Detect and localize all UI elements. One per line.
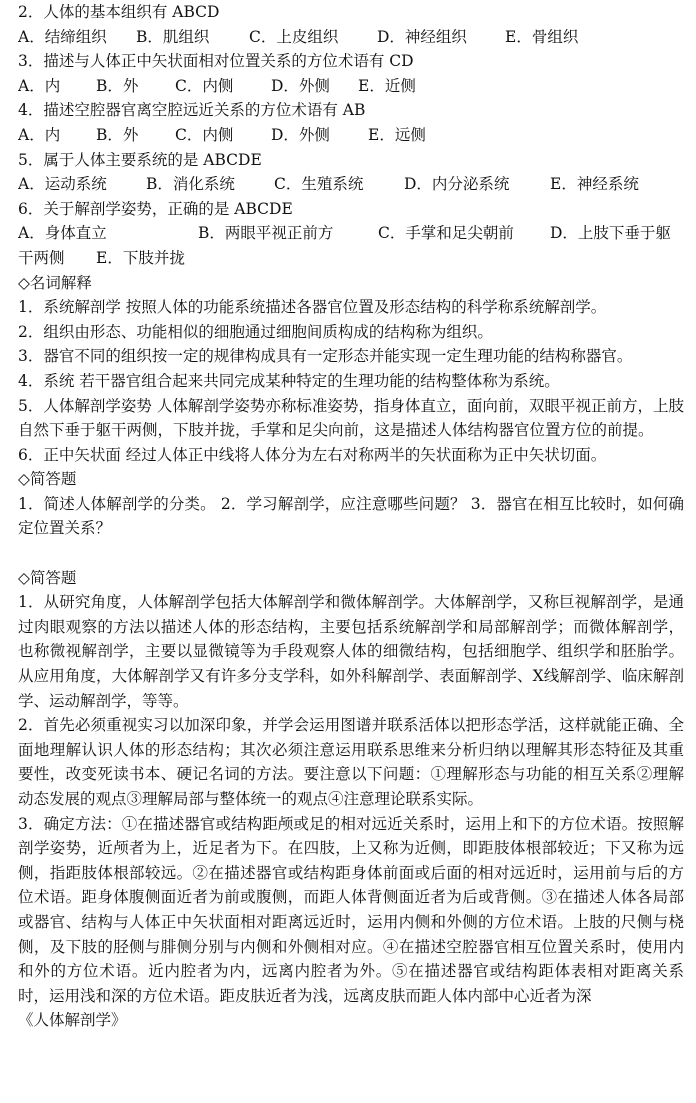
document-page — [18, 0, 684, 1033]
option-d: D．上肢下垂于躯 — [550, 224, 671, 243]
answer-item: 3．确定方法：①在描述器官或结构距颅或足的相对远近关系时，运用上和下的方位术语。按照解剖学姿势，近颅者为上，近足者为下。在四肢，上又称为近侧，即距肢体根部较近；下又称为远侧，指距肢体根部较远。②在描述器官或结构距身体前面或后面的相对远近时，运用前与后的方位术语。距身体腹侧面近者为前或腹侧，而距人体背侧面近者为后或背侧。③在描述人体各局部或器官、结构与人体正中矢状面相对距离远近时，运用内侧和外侧的方位术语。上肢的尺侧与桡侧，及下肢的胫侧与腓侧分别与内侧和外侧相对应。④在描述空腔器官相互位置关系时，使用内和外的方位术语。近内腔者为内，远离内腔者为外。⑤在描述器官或结构距体表相对距离关系时，运用浅和深的方位术语。距皮肤近者为浅，远离皮肤而距人体内部中心近者为深 — [18, 814, 684, 1005]
option-d: D．内分泌系统 — [404, 175, 510, 194]
answer-item: 2．首先必须重视实习以加深印象，并学会运用图谱并联系活体以把形态学活，这样就能正确、全面地理解认识人体的形态结构；其次必须注意运用联系思维来分析归纳以理解其形态特征及其重要性，改变死读书本、硬记名词的方法。要注意以下问题：①理解形态与功能的相互关系②理解动态发展的观点③理解局部与整体统一的观点④注意理论联系实际。 — [18, 716, 684, 808]
term-item: 6．正中矢状面 经过人体正中线将人体分为左右对称两半的矢状面称为正中矢状切面。 — [18, 445, 607, 464]
term-item: 5．人体解剖学姿势 人体解剖学姿势亦称标准姿势，指身体直立，面向前，双眼平视正前方，上肢自然下垂于躯干两侧，下肢并拢，手掌和足尖向前，这是描述人体结构器官位置方位的前提。 — [18, 396, 684, 440]
term-item: 3．器官不同的组织按一定的规律构成具有一定形态并能实现一定生理功能的结构称器官。 — [18, 347, 633, 366]
option-c: C．手掌和足尖朝前 — [378, 224, 514, 243]
question-5-stem: 5．属于人体主要系统的是 ABCDE — [18, 150, 262, 169]
answer-item: 1．从研究角度，人体解剖学包括大体解剖学和微体解剖学。大体解剖学，又称巨视解剖学，是通过肉眼观察的方法以描述人体的形态结构，主要包括系统解剖学和局部解剖学；而微体解剖学，也称微视解剖学，主要以显微镜等为手段观察人体的细微结构，包括细胞学、组织学和胚胎学。从应用角度，大体解剖学又有许多分支学科，如外科解剖学、表面解剖学、X线解剖学、临床解剖学、运动解剖学，等等。 — [18, 593, 684, 710]
option-d: D．神经组织 — [377, 27, 467, 46]
option-b: B．肌组织 — [136, 27, 210, 46]
option-d-continued: 干两侧 — [18, 248, 65, 267]
option-c: C．上皮组织 — [249, 27, 339, 46]
question-6-options-continued — [18, 246, 684, 271]
question-6-stem: 6．关于解剖学姿势，正确的是 ABCDE — [18, 199, 293, 218]
term-item: 2．组织由形态、功能相似的细胞通过细胞间质构成的结构称为组织。 — [18, 322, 493, 341]
option-e: E．下肢并拢 — [96, 248, 185, 267]
option-c: C．内侧 — [175, 125, 234, 144]
question-2-options — [18, 25, 684, 50]
option-a: A．运动系统 — [18, 175, 107, 194]
option-d: D．外侧 — [271, 125, 330, 144]
term-item: 1．系统解剖学 按照人体的功能系统描述各器官位置及形态结构的科学称系统解剖学。 — [18, 298, 607, 317]
option-a: A．内 — [18, 76, 61, 95]
option-e: E．骨组织 — [505, 27, 579, 46]
option-a: A．结缔组织 — [18, 27, 107, 46]
option-a: A．身体直立 — [18, 224, 107, 243]
spacer — [18, 541, 684, 566]
short-questions-heading: ◇简答题 — [18, 470, 77, 489]
option-a: A．内 — [18, 125, 61, 144]
question-4-stem: 4．描述空腔器官离空腔远近关系的方位术语有 AB — [18, 101, 366, 120]
question-2-stem: 2．人体的基本组织有 ABCD — [18, 3, 220, 21]
question-3-options — [18, 74, 684, 99]
question-3-stem: 3．描述与人体正中矢状面相对位置关系的方位术语有 CD — [18, 52, 414, 71]
option-e: E．近侧 — [358, 76, 416, 95]
terms-heading: ◇名词解释 — [18, 273, 92, 292]
question-5-options — [18, 172, 684, 197]
question-6-options — [18, 221, 684, 246]
short-questions-text: 1．简述人体解剖学的分类。 2．学习解剖学，应注意哪些问题？ 3．器官在相互比较时，如何确定位置关系？ — [18, 494, 684, 538]
question-4-options — [18, 123, 684, 148]
short-answers-heading: ◇简答题 — [18, 568, 77, 587]
option-d: D．外侧 — [271, 76, 330, 95]
option-b: B．外 — [96, 125, 139, 144]
term-item: 4．系统 若干器官组合起来共同完成某种特定的生理功能的结构整体称为系统。 — [18, 371, 560, 390]
option-b: B．外 — [96, 76, 139, 95]
book-title: 《人体解剖学》 — [18, 1011, 127, 1030]
option-e: E．远侧 — [368, 125, 426, 144]
option-c: C．生殖系统 — [274, 175, 364, 194]
option-b: B．消化系统 — [146, 175, 235, 194]
option-c: C．内侧 — [175, 76, 234, 95]
option-e: E．神经系统 — [550, 175, 639, 194]
option-b: B．两眼平视正前方 — [198, 224, 334, 243]
